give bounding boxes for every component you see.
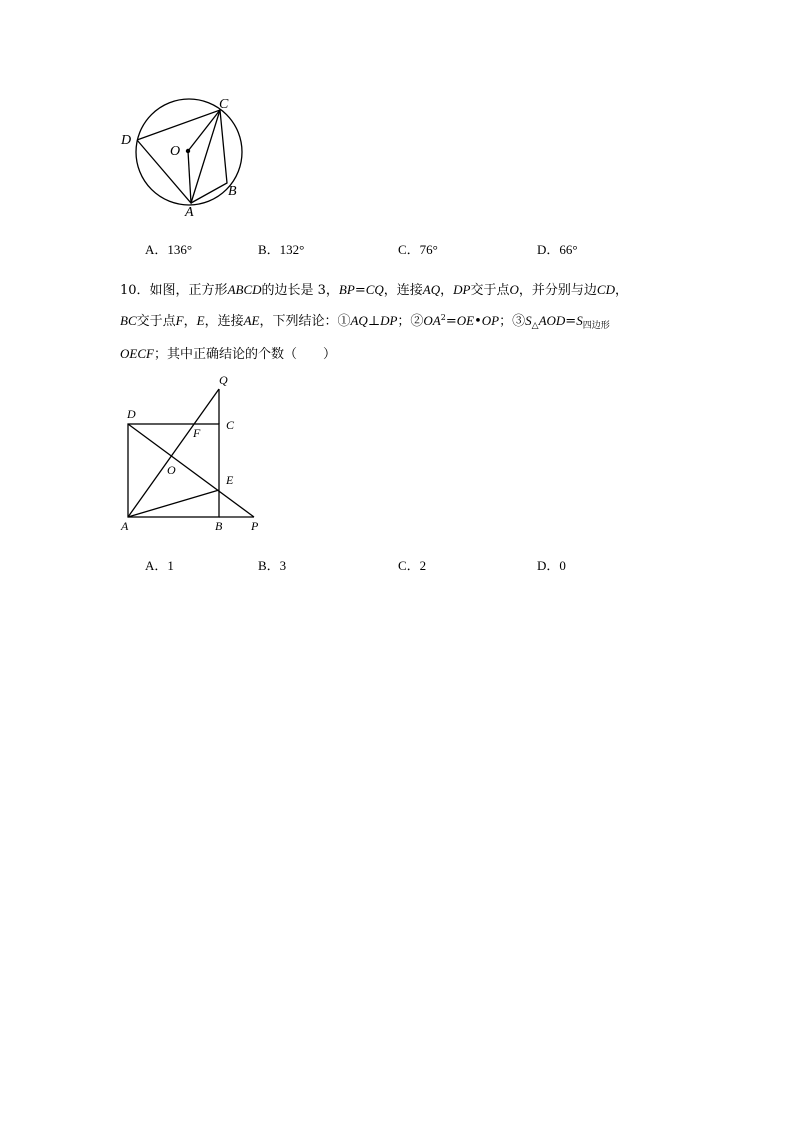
text: ，并分别与边 — [518, 283, 597, 298]
subscript: △ — [531, 321, 539, 331]
option-value: 66° — [559, 242, 578, 257]
q10-label-o: O — [167, 463, 176, 477]
q10-square-figure — [115, 370, 265, 535]
text: ；② — [397, 314, 424, 329]
option-value: 0 — [559, 558, 566, 573]
q10-label-b: B — [215, 519, 223, 533]
q9-oa — [188, 151, 191, 203]
q10-label-q: Q — [219, 373, 228, 387]
q10-label-c: C — [226, 418, 235, 432]
q10-label-d: D — [127, 407, 136, 421]
text: = — [565, 314, 577, 329]
text: ， — [183, 314, 197, 329]
math: AQ — [350, 313, 368, 328]
text: ，下列结论：① — [259, 314, 351, 329]
math: OP — [481, 313, 500, 328]
text: ；③ — [499, 314, 526, 329]
text: ⊥ — [367, 314, 381, 329]
option-letter: C． — [398, 242, 420, 257]
math: AQ — [422, 282, 441, 297]
math: OA — [423, 313, 441, 328]
q10-line-aq — [128, 389, 219, 517]
text: ，连接 — [383, 283, 423, 298]
subscript: 四边形 — [582, 321, 610, 331]
math: BC — [120, 313, 137, 328]
q10-options — [0, 555, 794, 575]
superscript: 2 — [440, 313, 446, 322]
q10-label-f: F — [193, 426, 201, 440]
q10-option-d[interactable] — [537, 555, 566, 574]
q10-number: 10． — [120, 283, 150, 298]
text: ，连接 — [204, 314, 244, 329]
option-value: 136° — [167, 242, 193, 257]
text: • — [474, 314, 482, 329]
option-value: 132° — [279, 242, 305, 257]
q9-option-b[interactable] — [258, 239, 304, 258]
q9-option-d[interactable] — [537, 239, 578, 258]
text: = — [445, 314, 457, 329]
math: OECF — [120, 346, 154, 361]
math: OE — [456, 313, 475, 328]
q10-option-b[interactable] — [258, 555, 286, 574]
math: E — [196, 313, 205, 328]
q9-center-dot — [186, 149, 190, 153]
text: 的边长是 3， — [261, 283, 339, 298]
option-letter: D． — [537, 242, 560, 257]
q10-line-1 — [120, 276, 680, 304]
text: ， — [440, 283, 454, 298]
option-letter: A． — [145, 242, 168, 257]
text: ；其中正确结论的个数（ ） — [153, 347, 336, 362]
math: O — [509, 282, 519, 297]
option-value: 1 — [167, 558, 174, 573]
option-letter: D． — [537, 558, 560, 573]
math: CD — [596, 282, 615, 297]
q9-label-d: D — [121, 133, 132, 148]
q10-line-dp — [128, 424, 254, 517]
q9-label-a: A — [185, 205, 194, 220]
option-letter: B． — [258, 242, 280, 257]
q10-label-a: A — [121, 519, 129, 533]
option-value: 2 — [419, 558, 427, 573]
q10-label-e: E — [226, 473, 234, 487]
math: AOD — [538, 313, 566, 328]
option-letter: B． — [258, 558, 280, 573]
math: DP — [453, 282, 471, 297]
q10-line-ae — [128, 490, 219, 517]
option-letter: A． — [145, 558, 168, 573]
math: ABCD — [227, 282, 262, 297]
q10-line-2 — [120, 304, 680, 340]
option-value: 3 — [279, 558, 287, 573]
q9-label-b: B — [228, 184, 237, 199]
math: AE — [243, 313, 260, 328]
q10-option-a[interactable] — [145, 555, 174, 574]
text: 交于点 — [136, 314, 176, 329]
q10-option-c[interactable] — [398, 555, 426, 574]
option-value: 76° — [419, 242, 438, 257]
q9-option-c[interactable] — [398, 239, 438, 258]
option-letter: C． — [398, 558, 420, 573]
q9-label-c: C — [219, 97, 229, 112]
text: 如图，正方形 — [149, 283, 228, 298]
math: DP — [380, 313, 398, 328]
q9-label-o: O — [170, 144, 181, 159]
math: S — [576, 313, 583, 328]
q9-option-a[interactable] — [145, 239, 192, 258]
text: = — [354, 283, 366, 298]
math: CQ — [365, 282, 384, 297]
text: 交于点 — [470, 283, 510, 298]
q10-question-text — [120, 276, 680, 368]
math: BP — [338, 282, 355, 297]
text: ， — [614, 283, 628, 298]
math: F — [175, 313, 184, 328]
q9-circle-figure — [110, 88, 260, 223]
q9-options — [0, 239, 794, 259]
q10-label-p: P — [251, 519, 259, 533]
q10-line-3 — [120, 340, 680, 368]
math: S — [525, 313, 532, 328]
